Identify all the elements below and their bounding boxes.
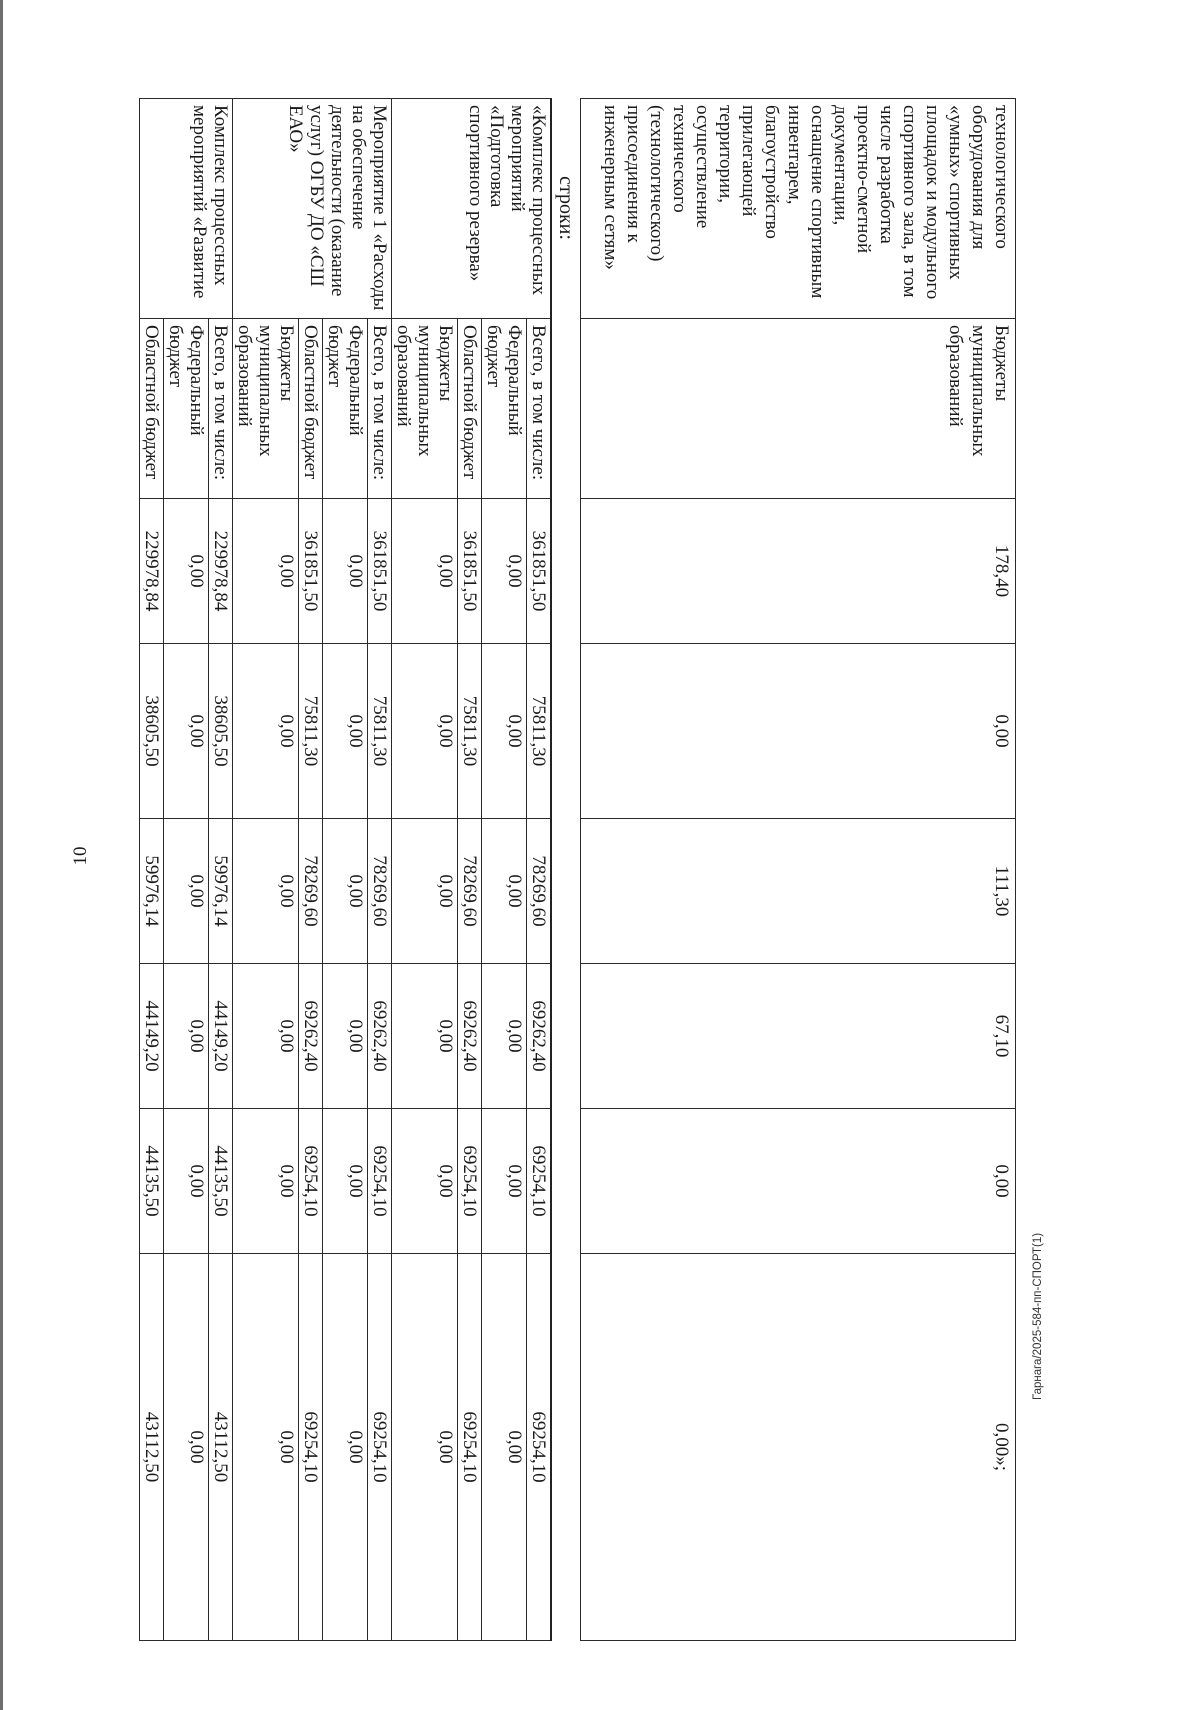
measure-name: Комплекс процессных мероприятий «Развитие (140, 99, 233, 319)
table-row (140, 99, 164, 1641)
top-table-fragment (580, 98, 1016, 1641)
funding-source: Всего, в том числе: (527, 319, 552, 499)
value-cell: 0,00 (164, 499, 209, 644)
funding-source: Областной бюджет (299, 319, 323, 499)
value-cell: 0,00 (392, 819, 458, 964)
value-cell: 0,00 (323, 819, 368, 964)
funding-source: Областной бюджет (458, 319, 482, 499)
value-cell: 0,00 (164, 1254, 209, 1641)
table-row (527, 99, 552, 1641)
value-cell: 111,30 (581, 819, 1016, 964)
scan-edge (0, 0, 3, 1710)
value-cell: 0,00 (482, 819, 527, 964)
measure-name: «Комплекс процессных мероприятий «Подготовка спортивного резерва» (392, 99, 552, 319)
value-cell: 361851,50 (527, 499, 552, 644)
value-cell: 78269,60 (458, 819, 482, 964)
value-cell: 69254,10 (527, 1109, 552, 1254)
measure-name: Мероприятие 1 «Расходы на обеспечение деятельности (оказание услуг) ОГБУ ДО «СШ ЕАО» (233, 99, 392, 319)
value-cell: 0,00 (323, 644, 368, 819)
value-cell: 0,00 (482, 1254, 527, 1641)
value-cell: 69254,10 (299, 1254, 323, 1641)
value-cell: 0,00 (233, 499, 299, 644)
value-cell: 0,00 (164, 964, 209, 1109)
value-cell: 69262,40 (458, 964, 482, 1109)
funding-source: Федеральный бюджет (164, 319, 209, 499)
value-cell: 0,00 (482, 499, 527, 644)
value-cell: 75811,30 (458, 644, 482, 819)
table-row (482, 99, 527, 1641)
value-cell: 0,00 (323, 1109, 368, 1254)
value-cell: 0,00»; (581, 1254, 1016, 1641)
value-cell: 69254,10 (368, 1254, 392, 1641)
value-cell: 78269,60 (299, 819, 323, 964)
measure-name: технологического оборудования для «умных» спортивных площадок и модульного спортивного зала, в том числе разработка проектно-сметной документации, оснащение спортивным инвентарем, благоустройство прилегающей территории, осуществление технического (технологического) присоединения к инженерным сетям» (581, 99, 1016, 319)
value-cell: 0,00 (233, 1254, 299, 1641)
value-cell: 69254,10 (458, 1254, 482, 1641)
value-cell: 67,10 (581, 964, 1016, 1109)
funding-source: Бюджеты муниципальных образований (233, 319, 299, 499)
funding-source: Бюджеты муниципальных образований (392, 319, 458, 499)
value-cell: 0,00 (164, 644, 209, 819)
value-cell: 69254,10 (458, 1109, 482, 1254)
value-cell: 0,00 (581, 644, 1016, 819)
value-cell: 44135,50 (209, 1109, 233, 1254)
funding-source: Областной бюджет (140, 319, 164, 499)
value-cell: 69254,10 (368, 1109, 392, 1254)
value-cell: 0,00 (323, 499, 368, 644)
funding-source: Всего, в том числе: (209, 319, 233, 499)
value-cell: 69254,10 (299, 1109, 323, 1254)
value-cell: 0,00 (323, 1254, 368, 1641)
value-cell: 0,00 (482, 964, 527, 1109)
funding-source: Федеральный бюджет (482, 319, 527, 499)
table-row (164, 99, 209, 1641)
value-cell: 0,00 (233, 819, 299, 964)
funding-source: Федеральный бюджет (323, 319, 368, 499)
table-row (581, 99, 1016, 1641)
table-row (209, 99, 233, 1641)
value-cell: 75811,30 (368, 644, 392, 819)
value-cell: 43112,50 (140, 1254, 164, 1641)
funding-source: Всего, в том числе: (368, 319, 392, 499)
value-cell: 229978,84 (209, 499, 233, 644)
value-cell: 78269,60 (527, 819, 552, 964)
value-cell: 229978,84 (140, 499, 164, 644)
value-cell: 75811,30 (527, 644, 552, 819)
value-cell: 59976,14 (140, 819, 164, 964)
page-number: 10 (70, 846, 91, 866)
table-row (392, 99, 458, 1641)
value-cell: 361851,50 (368, 499, 392, 644)
value-cell: 69254,10 (527, 1254, 552, 1641)
lines-label: строки: (555, 176, 577, 240)
main-table (139, 98, 552, 1641)
value-cell: 44135,50 (140, 1109, 164, 1254)
value-cell: 43112,50 (209, 1254, 233, 1641)
value-cell: 78269,60 (368, 819, 392, 964)
value-cell: 44149,20 (140, 964, 164, 1109)
funding-source: Бюджеты муниципальных образований (581, 319, 1016, 499)
value-cell: 0,00 (581, 1109, 1016, 1254)
value-cell: 0,00 (233, 964, 299, 1109)
table-row (299, 99, 323, 1641)
value-cell: 0,00 (392, 964, 458, 1109)
value-cell: 0,00 (392, 1109, 458, 1254)
value-cell: 361851,50 (458, 499, 482, 644)
value-cell: 0,00 (323, 964, 368, 1109)
value-cell: 0,00 (164, 819, 209, 964)
value-cell: 38605,50 (140, 644, 164, 819)
value-cell: 38605,50 (209, 644, 233, 819)
value-cell: 0,00 (233, 1109, 299, 1254)
value-cell: 0,00 (482, 1109, 527, 1254)
rotated-table-area (141, 98, 1016, 1640)
value-cell: 178,40 (581, 499, 1016, 644)
value-cell: 59976,14 (209, 819, 233, 964)
value-cell: 69262,40 (299, 964, 323, 1109)
value-cell: 0,00 (392, 644, 458, 819)
value-cell: 69262,40 (527, 964, 552, 1109)
table-row (233, 99, 299, 1641)
value-cell: 0,00 (164, 1109, 209, 1254)
value-cell: 75811,30 (299, 644, 323, 819)
value-cell: 361851,50 (299, 499, 323, 644)
document-stamp: Гарнага/2025-584-пп-СПОРТ(1) (1032, 1232, 1044, 1400)
table-row (458, 99, 482, 1641)
value-cell: 44149,20 (209, 964, 233, 1109)
value-cell: 0,00 (392, 1254, 458, 1641)
table-row (323, 99, 368, 1641)
value-cell: 0,00 (392, 499, 458, 644)
value-cell: 69262,40 (368, 964, 392, 1109)
table-row (368, 99, 392, 1641)
value-cell: 0,00 (233, 644, 299, 819)
value-cell: 0,00 (482, 644, 527, 819)
